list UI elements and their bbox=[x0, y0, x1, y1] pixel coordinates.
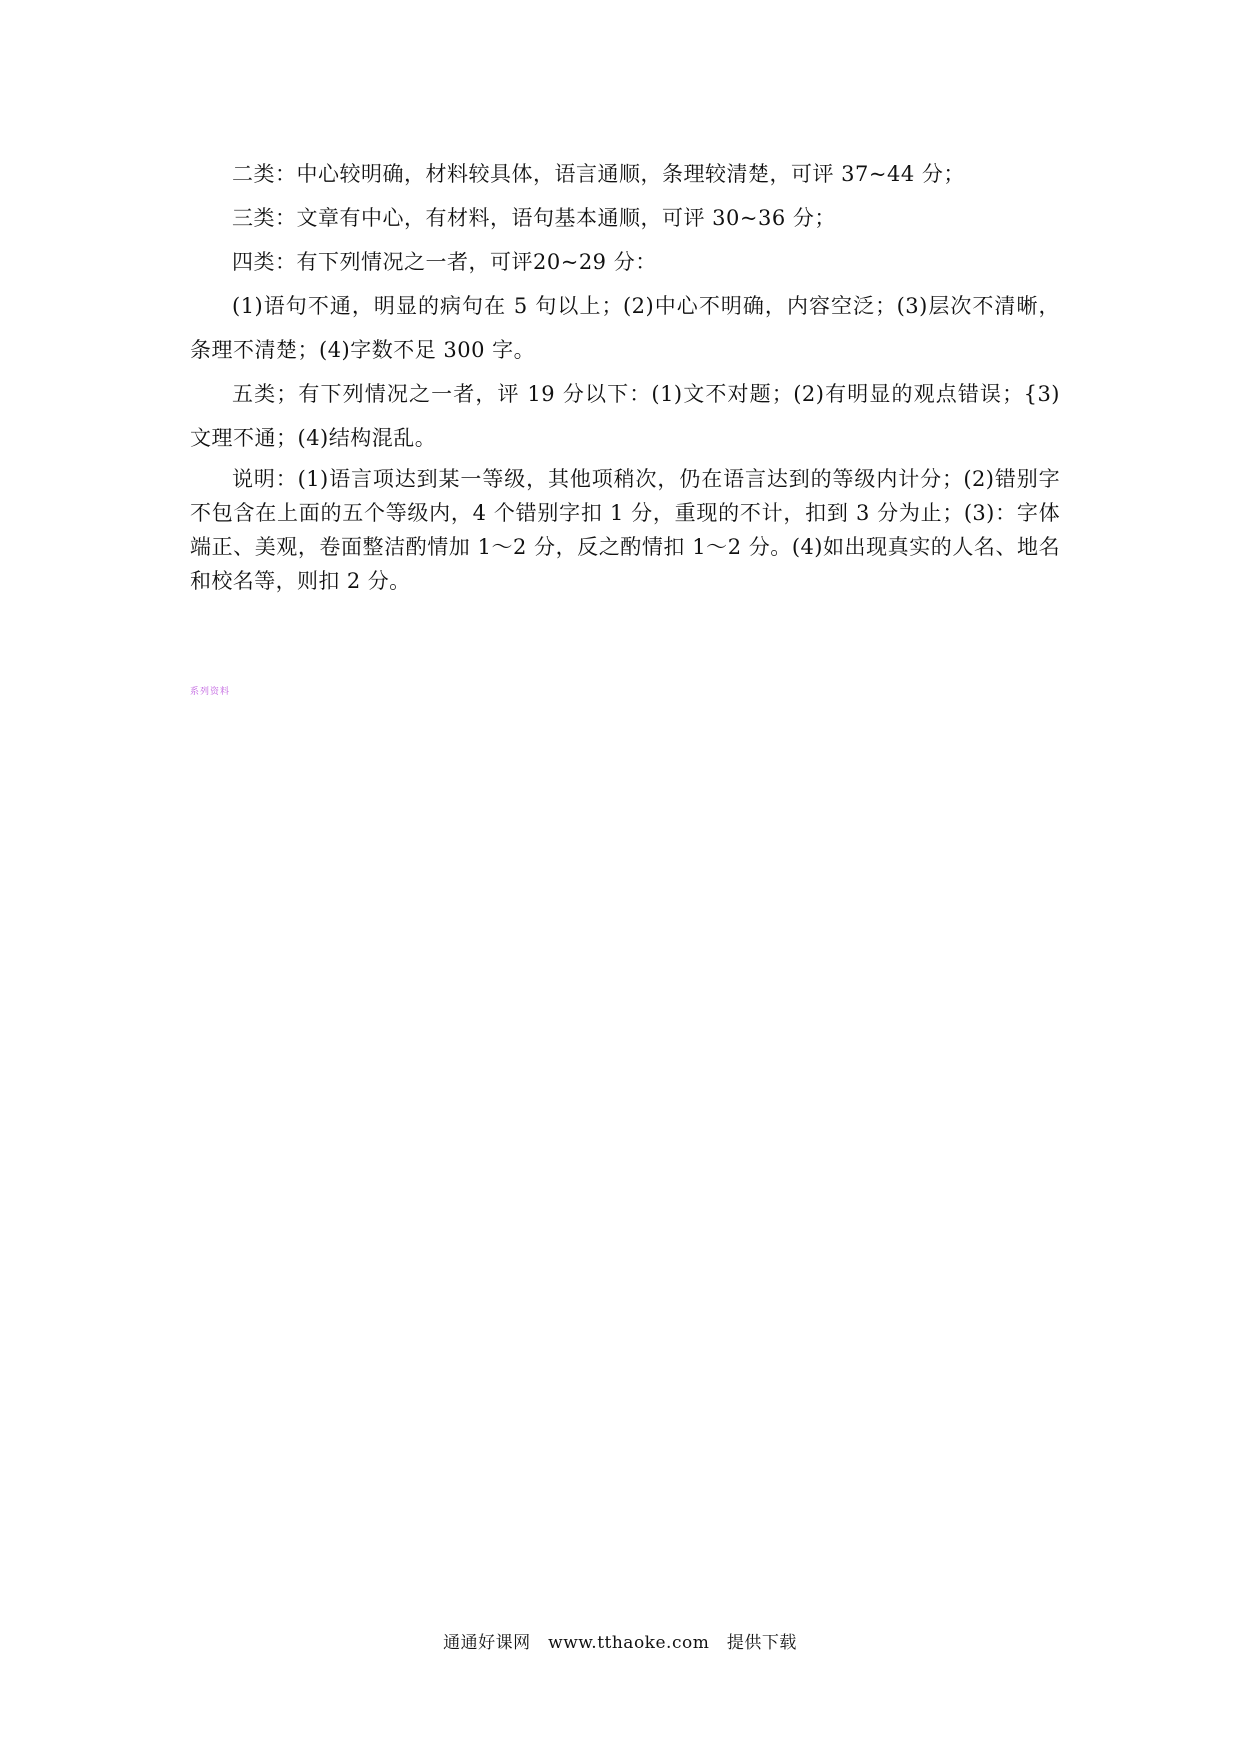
document-body bbox=[190, 152, 1060, 598]
paragraph-category-two: 二类：中心较明确，材料较具体，语言通顺，条理较清楚，可评 37~44 分； bbox=[232, 162, 965, 186]
page-footer: 通通好课网 www.tthaoke.com 提供下载 bbox=[443, 1633, 797, 1653]
paragraph-category-five: 五类；有下列情况之一者，评 19 分以下：(1)文不对题；(2)有明显的观点错误；{3)文理不通；(4)结构混乱。 bbox=[190, 382, 1060, 450]
paragraph-category-four-details: (1)语句不通，明显的病句在 5 句以上；(2)中心不明确，内容空泛；(3)层次不清晰，条理不清楚；(4)字数不足 300 字。 bbox=[190, 294, 1060, 362]
small-mark-text: 系列资料 bbox=[190, 687, 231, 697]
paragraph-category-four: 四类：有下列情况之一者，可评20~29 分： bbox=[232, 250, 657, 274]
paragraph-notes: 说明：(1)语言项达到某一等级，其他项稍次，仍在语言达到的等级内计分；(2)错别字不包含在上面的五个等级内，4 个错别字扣 1 分，重现的不计，扣到 3 分为止；(3)：字体端正、美观，卷面整洁酌情加 1～2 分，反之酌情扣 1～2 分。(4)如出现真实的人名、地名和校名等，则扣 2 分。 bbox=[190, 467, 1060, 593]
paragraph-category-three: 三类：文章有中心，有材料，语句基本通顺，可评 30~36 分； bbox=[232, 206, 836, 230]
